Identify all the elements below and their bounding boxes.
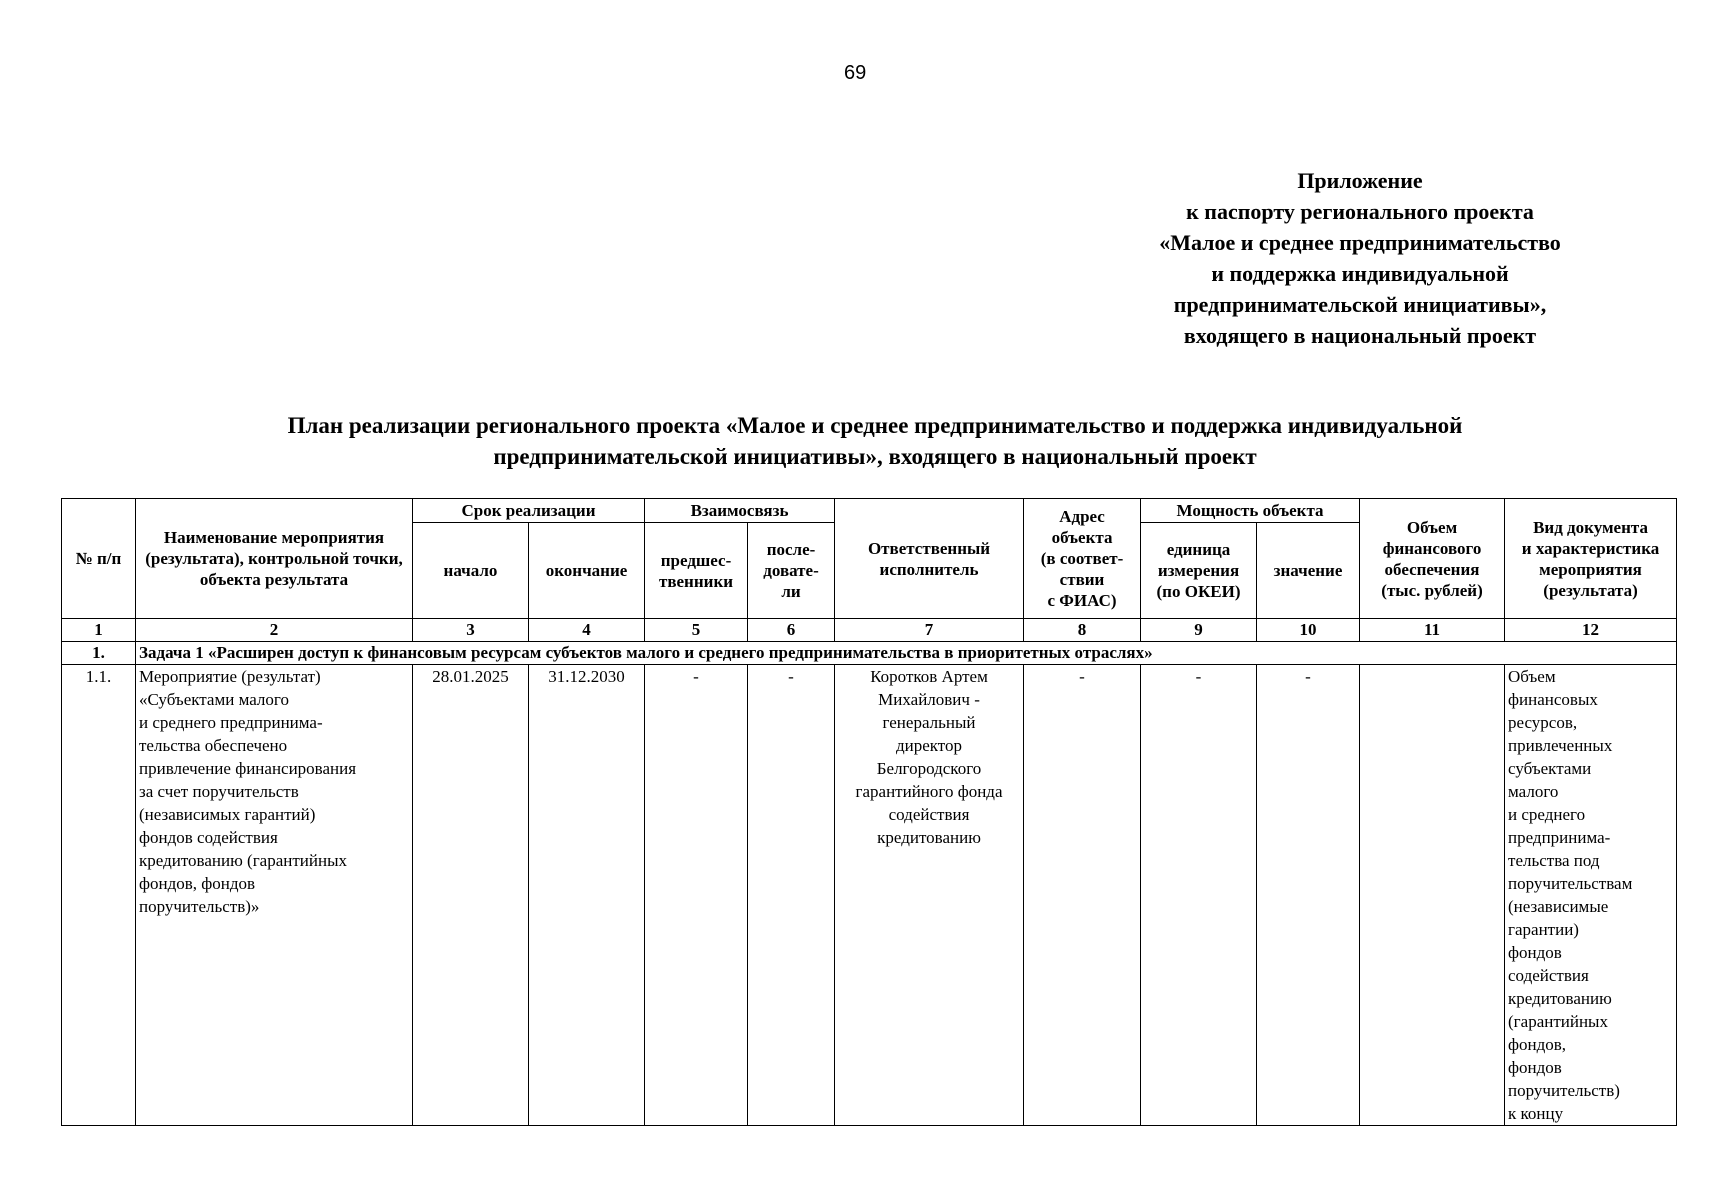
plan-title-line: предпринимательской инициативы», входящего в национальный проект: [493, 444, 1257, 469]
text-line: мероприятия: [1539, 559, 1642, 579]
column-number: 3: [413, 619, 529, 642]
text-line: «Субъектами малого: [139, 690, 289, 709]
header-start: начало: [413, 523, 529, 619]
text-line: тельства под: [1508, 851, 1600, 870]
task-row: [62, 642, 1677, 665]
text-line: за счет поручительств: [139, 782, 299, 801]
row-responsible: [835, 665, 1024, 1126]
implementation-plan-table: [61, 498, 1677, 1126]
header-name: Наименование мероприятия (результата), контрольной точки, объекта результата: [136, 499, 413, 619]
header-num: № п/п: [62, 499, 136, 619]
text-line: (независимые: [1508, 897, 1609, 916]
text-line: Объем: [1406, 517, 1458, 537]
text-line: фондов: [1508, 1058, 1562, 1077]
appendix-line: Приложение: [1297, 168, 1423, 193]
text-line: гарантийного фонда: [855, 782, 1003, 801]
text-line: объекта: [1051, 528, 1113, 547]
header-document: [1505, 499, 1677, 619]
column-number: 7: [835, 619, 1024, 642]
row-start-date: 28.01.2025: [413, 665, 529, 1126]
column-number: 12: [1505, 619, 1677, 642]
text-line: поручительствам: [1508, 874, 1633, 893]
header-link: Взаимосвязь: [645, 499, 835, 523]
text-line: Адрес: [1059, 507, 1105, 526]
column-number: 4: [529, 619, 645, 642]
task-index: 1.: [62, 642, 136, 665]
text-line: единица: [1166, 540, 1231, 559]
plan-title: [100, 410, 1650, 472]
header-value: значение: [1257, 523, 1360, 619]
text-line: поручительств): [1508, 1081, 1620, 1100]
table-row: [62, 665, 1677, 1126]
column-number-row: [62, 619, 1677, 642]
column-number: 6: [748, 619, 835, 642]
text-line: и среднего предпринима-: [139, 713, 323, 732]
page-number: 69: [844, 62, 867, 84]
text-line: генеральный: [882, 713, 976, 732]
text-line: довате-: [763, 561, 819, 580]
text-line: после-: [766, 540, 816, 559]
row-successors: -: [748, 665, 835, 1126]
text-line: привлечение финансирования: [139, 759, 357, 778]
column-number: 5: [645, 619, 748, 642]
text-line: Объем: [1508, 667, 1556, 686]
text-line: и среднего: [1508, 805, 1586, 824]
text-line: (тыс. рублей): [1381, 580, 1483, 600]
row-event-name: [136, 665, 413, 1126]
row-predecessors: -: [645, 665, 748, 1126]
text-line: ресурсов,: [1508, 713, 1578, 732]
header-predecessors: [645, 523, 748, 619]
text-line: кредитованию: [877, 828, 981, 847]
text-line: кредитованию: [1508, 989, 1612, 1008]
appendix-line: предпринимательской инициативы»,: [1173, 292, 1547, 317]
text-line: Мероприятие (результат): [139, 667, 321, 686]
text-line: содействия: [1508, 966, 1589, 985]
text-line: (независимых гарантий): [139, 805, 316, 824]
text-line: (гарантийных: [1508, 1012, 1608, 1031]
text-line: малого: [1508, 782, 1559, 801]
header-successors: [748, 523, 835, 619]
row-document: [1505, 665, 1677, 1126]
text-line: финансовых: [1508, 690, 1598, 709]
text-line: фондов содействия: [139, 828, 278, 847]
column-number: 11: [1360, 619, 1505, 642]
text-line: фондов, фондов: [139, 874, 256, 893]
text-line: привлеченных: [1508, 736, 1613, 755]
text-line: тельства обеспечено: [139, 736, 288, 755]
header-end: окончание: [529, 523, 645, 619]
text-line: финансового: [1382, 538, 1482, 558]
text-line: с ФИАС): [1047, 591, 1117, 610]
text-line: субъектами: [1508, 759, 1592, 778]
text-line: предпринима-: [1508, 828, 1611, 847]
column-number: 1: [62, 619, 136, 642]
header-unit: [1141, 523, 1257, 619]
text-line: обеспечения: [1384, 559, 1480, 579]
row-index: 1.1.: [62, 665, 136, 1126]
text-line: и характеристика: [1521, 538, 1660, 558]
text-line: к концу: [1508, 1104, 1564, 1123]
header-responsible: Ответственный исполнитель: [835, 499, 1024, 619]
appendix-heading: [1120, 165, 1600, 351]
text-line: Вид документа: [1533, 517, 1648, 537]
text-line: ли: [781, 582, 801, 601]
text-line: предшес-: [660, 550, 732, 570]
text-line: Михайлович -: [878, 690, 980, 709]
text-line: кредитованию (гарантийных: [139, 851, 347, 870]
header-capacity: Мощность объекта: [1141, 499, 1360, 523]
text-line: Коротков Артем: [870, 667, 988, 686]
text-line: измерения: [1157, 561, 1240, 580]
text-line: (по ОКЕИ): [1156, 582, 1241, 601]
text-line: ствии: [1059, 570, 1105, 589]
header-finance: [1360, 499, 1505, 619]
appendix-line: и поддержка индивидуальной: [1211, 261, 1509, 286]
task-text: Задача 1 «Расширен доступ к финансовым ресурсам субъектов малого и среднего предпринимательства в приоритетных отраслях»: [136, 642, 1677, 665]
plan-title-line: План реализации регионального проекта «Малое и среднее предпринимательство и поддержка индивидуальной: [287, 413, 1463, 438]
text-line: Белгородского: [876, 759, 982, 778]
column-number: 9: [1141, 619, 1257, 642]
header-address: [1024, 499, 1141, 619]
text-line: директор: [895, 736, 963, 755]
text-line: (в соответ-: [1040, 549, 1124, 568]
row-address: -: [1024, 665, 1141, 1126]
column-number: 8: [1024, 619, 1141, 642]
text-line: твенники: [658, 571, 734, 591]
text-line: гарантии): [1508, 920, 1579, 939]
column-number: 2: [136, 619, 413, 642]
appendix-line: к паспорту регионального проекта: [1186, 199, 1534, 224]
text-line: фондов: [1508, 943, 1562, 962]
text-line: (результата): [1543, 580, 1638, 600]
appendix-line: «Малое и среднее предпринимательство: [1159, 230, 1561, 255]
header-term: Срок реализации: [413, 499, 645, 523]
row-unit: -: [1141, 665, 1257, 1126]
row-value: -: [1257, 665, 1360, 1126]
text-line: поручительств)»: [139, 897, 260, 916]
appendix-line: входящего в национальный проект: [1183, 323, 1537, 348]
text-line: фондов,: [1508, 1035, 1567, 1054]
row-finance: [1360, 665, 1505, 1126]
text-line: содействия: [888, 805, 970, 824]
column-number: 10: [1257, 619, 1360, 642]
row-end-date: 31.12.2030: [529, 665, 645, 1126]
